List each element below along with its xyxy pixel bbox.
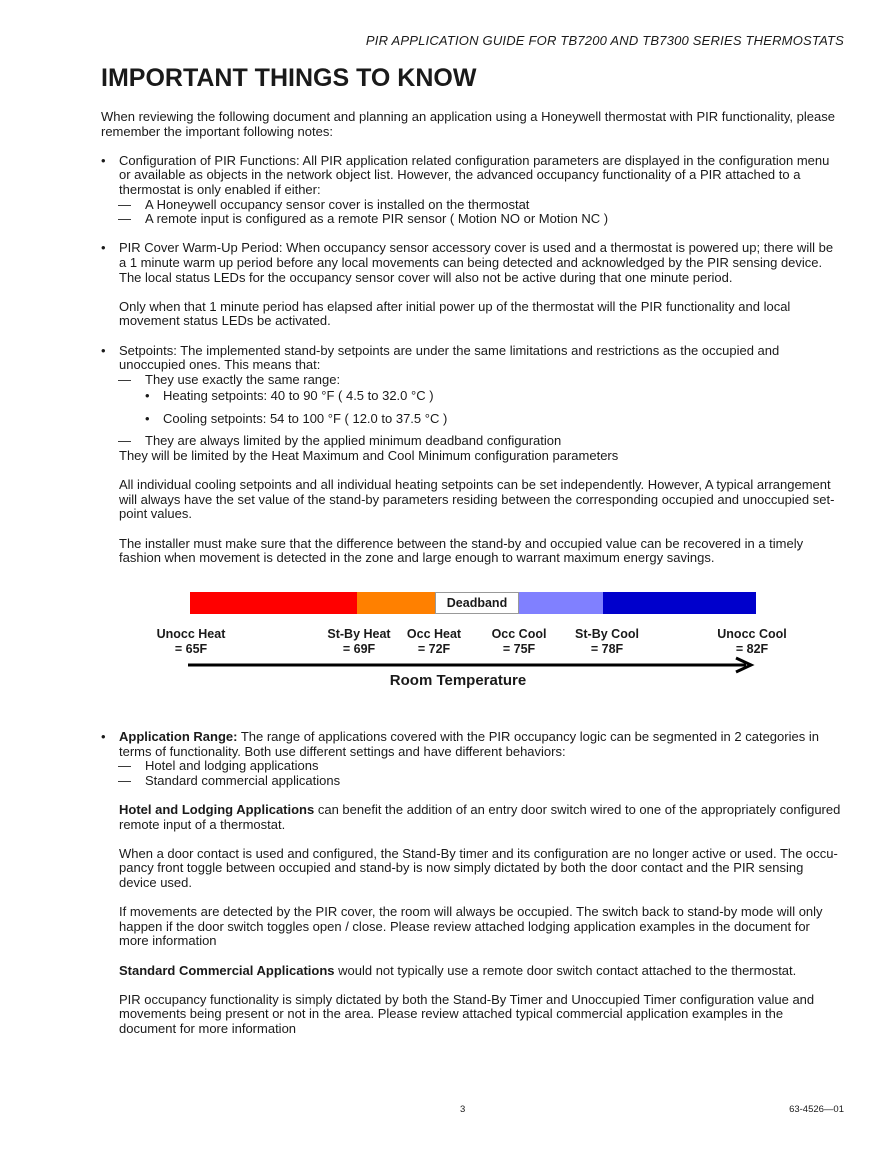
label-stby-heat <box>319 627 399 656</box>
stby-heat-band <box>357 592 435 614</box>
commercial-text: would not typically use a remote door switch contact attached to the thermostat. <box>334 962 797 978</box>
list-item <box>118 212 843 227</box>
movements-paragraph: If movements are detected by the PIR cover, the room will always be occupied. The switch back to stand-by mode will only happen if the door switch toggles open / close. Please review attached lodging application examples in the document for more information <box>119 904 823 949</box>
hotel-text: can benefit the addition of an entry door switch wired to one of the appropriately configured remote input of a thermostat. <box>119 801 841 832</box>
hotel-lead: Hotel and Lodging Applications <box>119 801 315 817</box>
configuration-text: Configuration of PIR Functions: All PIR application related configuration parameters are displayed in the configuration menu or available as objects in the network object list. However, the advanced occupancy functionality of a PIR attached to a thermostat is only enabled if either: <box>119 152 830 197</box>
application-lead: Application Range: <box>119 729 238 744</box>
setpoints-text: Setpoints: The implemented stand-by setpoints are under the same limitations and restrictions as the occupied and unoccupied ones. This means that: <box>119 342 780 373</box>
list-item <box>118 198 843 213</box>
list-item <box>118 759 843 774</box>
running-header: PIR APPLICATION GUIDE FOR TB7200 AND TB7300 SERIES THERMOSTATS <box>365 33 844 48</box>
limits-line: They will be limited by the Heat Maximum and Cool Minimum configuration parameters <box>119 448 619 464</box>
commercial-paragraph <box>119 964 843 979</box>
pir-functionality-paragraph: PIR occupancy functionality is simply dictated by both the Stand-By Timer and Unoccupied Timer configuration value and movements being present or not in the area. Please review attached typical commercial application examples in the document for more information <box>119 991 815 1036</box>
application-section <box>101 730 843 1051</box>
list-item <box>118 774 843 789</box>
list-item-text: A remote input is configured as a remote PIR sensor ( Motion NO or Motion NC ) <box>145 211 609 227</box>
label-name: Unocc Heat <box>156 627 226 641</box>
configuration-list <box>119 198 843 227</box>
list-item-text: A Honeywell occupancy sensor cover is installed on the thermostat <box>145 196 530 212</box>
label-name: Occ Cool <box>491 627 547 641</box>
deadband-band: Deadband <box>435 592 519 614</box>
list-item <box>118 373 843 388</box>
label-value: = 69F <box>342 641 376 656</box>
bullet-glyph: • <box>145 388 150 404</box>
label-name: Occ Heat <box>406 627 462 641</box>
range-text: Heating setpoints: 40 to 90 °F ( 4.5 to 32.0 °C ) <box>163 388 434 404</box>
dash-glyph: — <box>118 371 131 387</box>
label-name: St-By Cool <box>575 627 639 641</box>
list-item-text: They are always limited by the applied minimum deadband configuration <box>145 433 562 449</box>
bullet-glyph: • <box>101 240 106 256</box>
list-item-text: Standard commercial applications <box>145 772 341 788</box>
bullet-setpoints <box>101 344 843 566</box>
document-body <box>101 110 843 580</box>
temperature-diagram <box>148 590 787 700</box>
bullet-glyph: • <box>101 152 106 168</box>
range-heating <box>119 389 843 404</box>
label-unocc-heat <box>151 627 231 656</box>
bullet-configuration <box>101 154 843 227</box>
unocc-cool-band <box>603 592 756 614</box>
page-title: IMPORTANT THINGS TO KNOW <box>101 64 477 92</box>
label-value: = 75F <box>502 641 536 656</box>
range-cooling <box>119 412 843 427</box>
dash-glyph: — <box>118 196 131 212</box>
commercial-lead: Standard Commercial Applications <box>119 962 335 978</box>
stby-cool-band <box>519 592 603 614</box>
list-item-text: They use exactly the same range: <box>145 371 341 387</box>
axis-title: Room Temperature <box>389 672 527 689</box>
label-value: = 72F <box>417 641 451 656</box>
warmup-text: PIR Cover Warm-Up Period: When occupancy sensor accessory cover is used and a thermostat is powered up; there will be a 1 minute warm up period before any local movements can being detected and acknowledged by the PIR sensing device. The local status LEDs for the occupancy sensor cover will also not be active during that one minute period. <box>119 240 834 285</box>
warmup-note: Only when that 1 minute period has elapsed after initial power up of the thermostat will the PIR functionality and local movement status LEDs be activated. <box>119 298 791 329</box>
label-occ-heat <box>394 627 474 656</box>
intro-paragraph: When reviewing the following document and planning an application using a Honeywell thermostat with PIR functionality, please remember the important following notes: <box>101 109 835 139</box>
independent-paragraph: All individual cooling setpoints and all individual heating setpoints can be set independently. However, A typical arrangement will always have the set value of the stand-by parameters residing between the corresponding occupied and unoccupied set-point values. <box>119 477 835 522</box>
dash-glyph: — <box>118 433 131 449</box>
label-name: Unocc Cool <box>717 627 787 641</box>
dash-glyph: — <box>118 758 131 774</box>
label-name: St-By Heat <box>327 627 391 641</box>
bullet-application-range <box>101 730 843 1036</box>
label-value: = 65F <box>174 641 208 656</box>
installer-paragraph: The installer must make sure that the difference between the stand-by and occupied value can be recovered in a timely fashion when movement is detected in the zone and large enough to warrant maximum energy savings. <box>119 535 804 566</box>
unocc-heat-band <box>190 592 357 614</box>
label-unocc-cool <box>712 627 792 656</box>
label-value: = 78F <box>590 641 624 656</box>
bullet-glyph: • <box>145 410 150 426</box>
application-text: The range of applications covered with the PIR occupancy logic can be segmented in 2 categories in terms of functionality. Both use different settings and have different behaviors: <box>119 729 819 759</box>
document-code: 63-4526—01 <box>789 1104 844 1115</box>
hotel-paragraph <box>119 803 843 832</box>
dash-glyph: — <box>118 772 131 788</box>
list-item-text: Hotel and lodging applications <box>145 758 319 774</box>
page-number: 3 <box>460 1104 466 1115</box>
label-value: = 82F <box>735 641 769 656</box>
door-contact-paragraph: When a door contact is used and configured, the Stand-By timer and its configuration are no longer active or used. The occu-pancy front toggle between occupied and stand-by is now simply dictated by both the door contact and the PIR sensing device used. <box>119 845 838 890</box>
bullet-glyph: • <box>101 342 106 358</box>
bullet-warmup <box>101 241 843 329</box>
list-item <box>118 434 843 449</box>
range-text: Cooling setpoints: 54 to 100 °F ( 12.0 to 37.5 °C ) <box>163 410 448 426</box>
label-stby-cool <box>567 627 647 656</box>
label-occ-cool <box>479 627 559 656</box>
dash-glyph: — <box>118 211 131 227</box>
bullet-glyph: • <box>101 729 106 744</box>
